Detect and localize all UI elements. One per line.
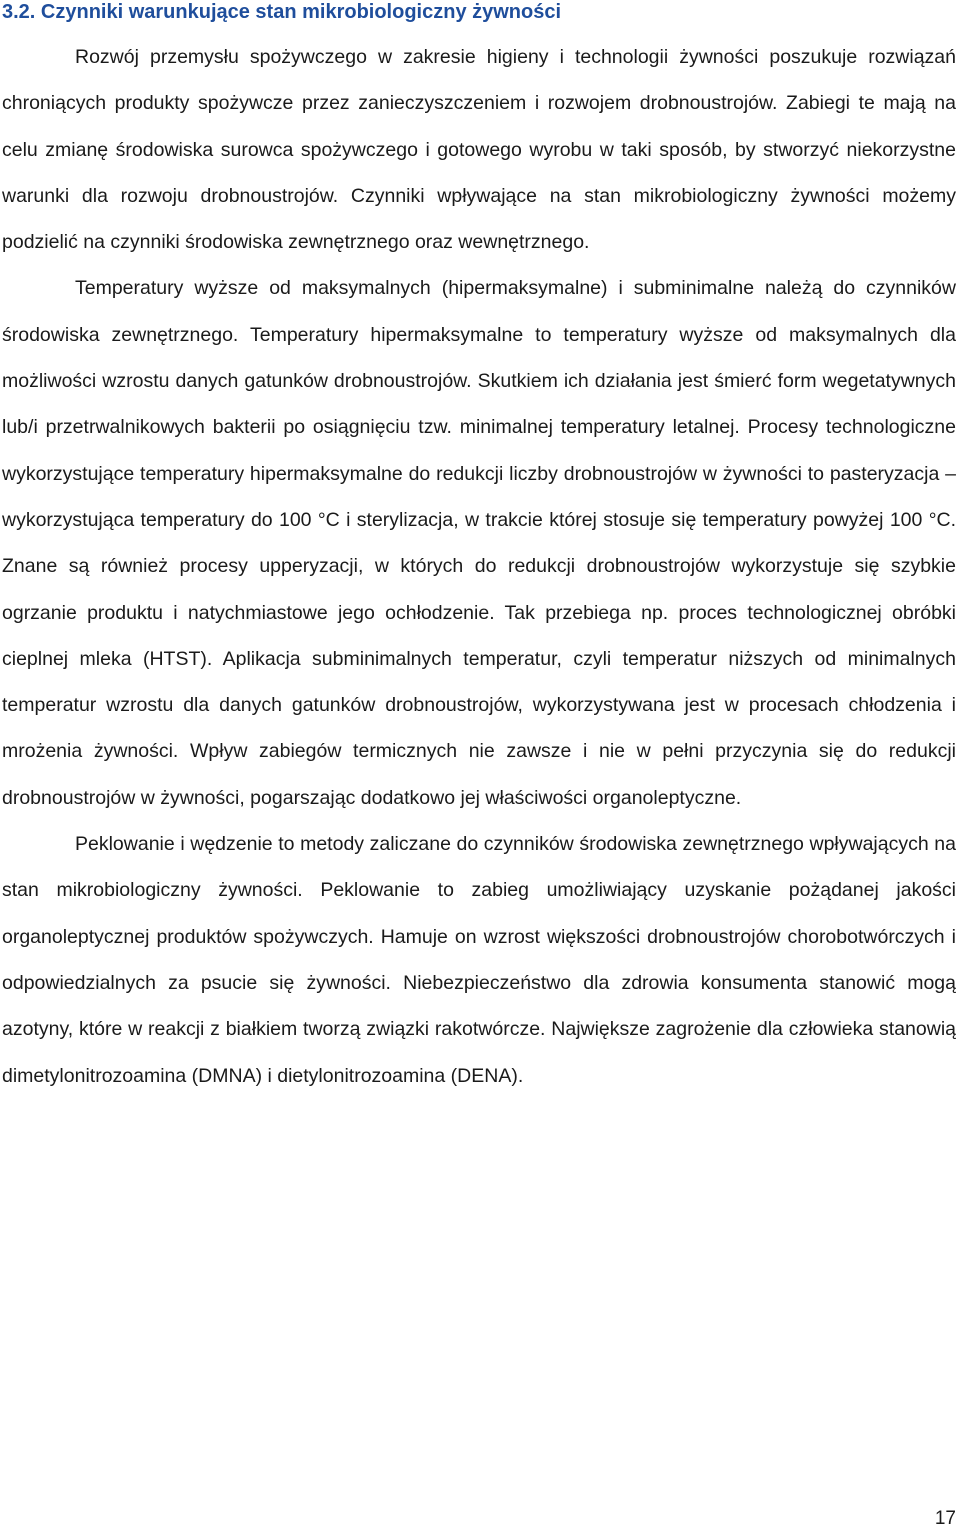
- body-text: [2, 34, 956, 1099]
- page-number: 17: [934, 1508, 956, 1529]
- paragraph-temperature: Temperatury wyższe od maksymalnych (hipermaksymalne) i subminimalne należą do czynników środowiska zewnętrznego. Temperatury hipermaksymalne to temperatury wyższe od maksymalnych dla możliwości wzrostu danych gatunków drobnoustrojów. Skutkiem ich działania jest śmierć form wegetatywnych lub/i przetrwalnikowych bakterii po osiągnięciu tzw. minimalnej temperatury letalnej. Procesy technologiczne wykorzystujące temperatury hipermaksymalne do redukcji liczby drobnoustrojów w żywności to pasteryzacja – wykorzystująca temperatury do 100 °C i sterylizacja, w trakcie której stosuje się temperatury powyżej 100 °C. Znane są również procesy upperyzacji, w których do redukcji drobnoustrojów wykorzystuje się szybkie ogrzanie produktu i natychmiastowe jego ochłodzenie. Tak przebiega np. proces technologicznej obróbki cieplnej mleka (HTST). Aplikacja subminimalnych temperatur, czyli temperatur niższych od minimalnych temperatur wzrostu dla danych gatunków drobnoustrojów, wykorzystywana jest w procesach chłodzenia i mrożenia żywności. Wpływ zabiegów termicznych nie zawsze i nie w pełni przyczynia się do redukcji drobnoustrojów w żywności, pogarszając dodatkowo jej właściwości organoleptyczne.: [2, 277, 956, 809]
- paragraph-intro: Rozwój przemysłu spożywczego w zakresie higieny i technologii żywności poszukuje rozwiązań chroniących produkty spożywcze przez zanieczyszczeniem i rozwojem drobnoustrojów. Zabiegi te mają na celu zmianę środowiska surowca spożywczego i gotowego wyrobu w taki sposób, by stworzyć niekorzystne warunki dla rozwoju drobnoustrojów. Czynniki wpływające na stan mikrobiologiczny żywności możemy podzielić na czynniki środowiska zewnętrznego oraz wewnętrznego.: [2, 46, 956, 254]
- section-heading: 3.2. Czynniki warunkujące stan mikrobiologiczny żywności: [2, 1, 562, 23]
- paragraph-curing: Peklowanie i wędzenie to metody zaliczane do czynników środowiska zewnętrznego wpływających na stan mikrobiologiczny żywności. Peklowanie to zabieg umożliwiający uzyskanie pożądanej jakości organoleptycznej produktów spożywczych. Hamuje on wzrost większości drobnoustrojów chorobotwórczych i odpowiedzialnych za psucie się żywności. Niebezpieczeństwo dla zdrowia konsumenta stanowić mogą azotyny, które w reakcji z białkiem tworzą związki rakotwórcze. Największe zagrożenie dla człowieka stanowią dimetylonitrozoamina (DMNA) i dietylonitrozoamina (DENA).: [2, 833, 956, 1087]
